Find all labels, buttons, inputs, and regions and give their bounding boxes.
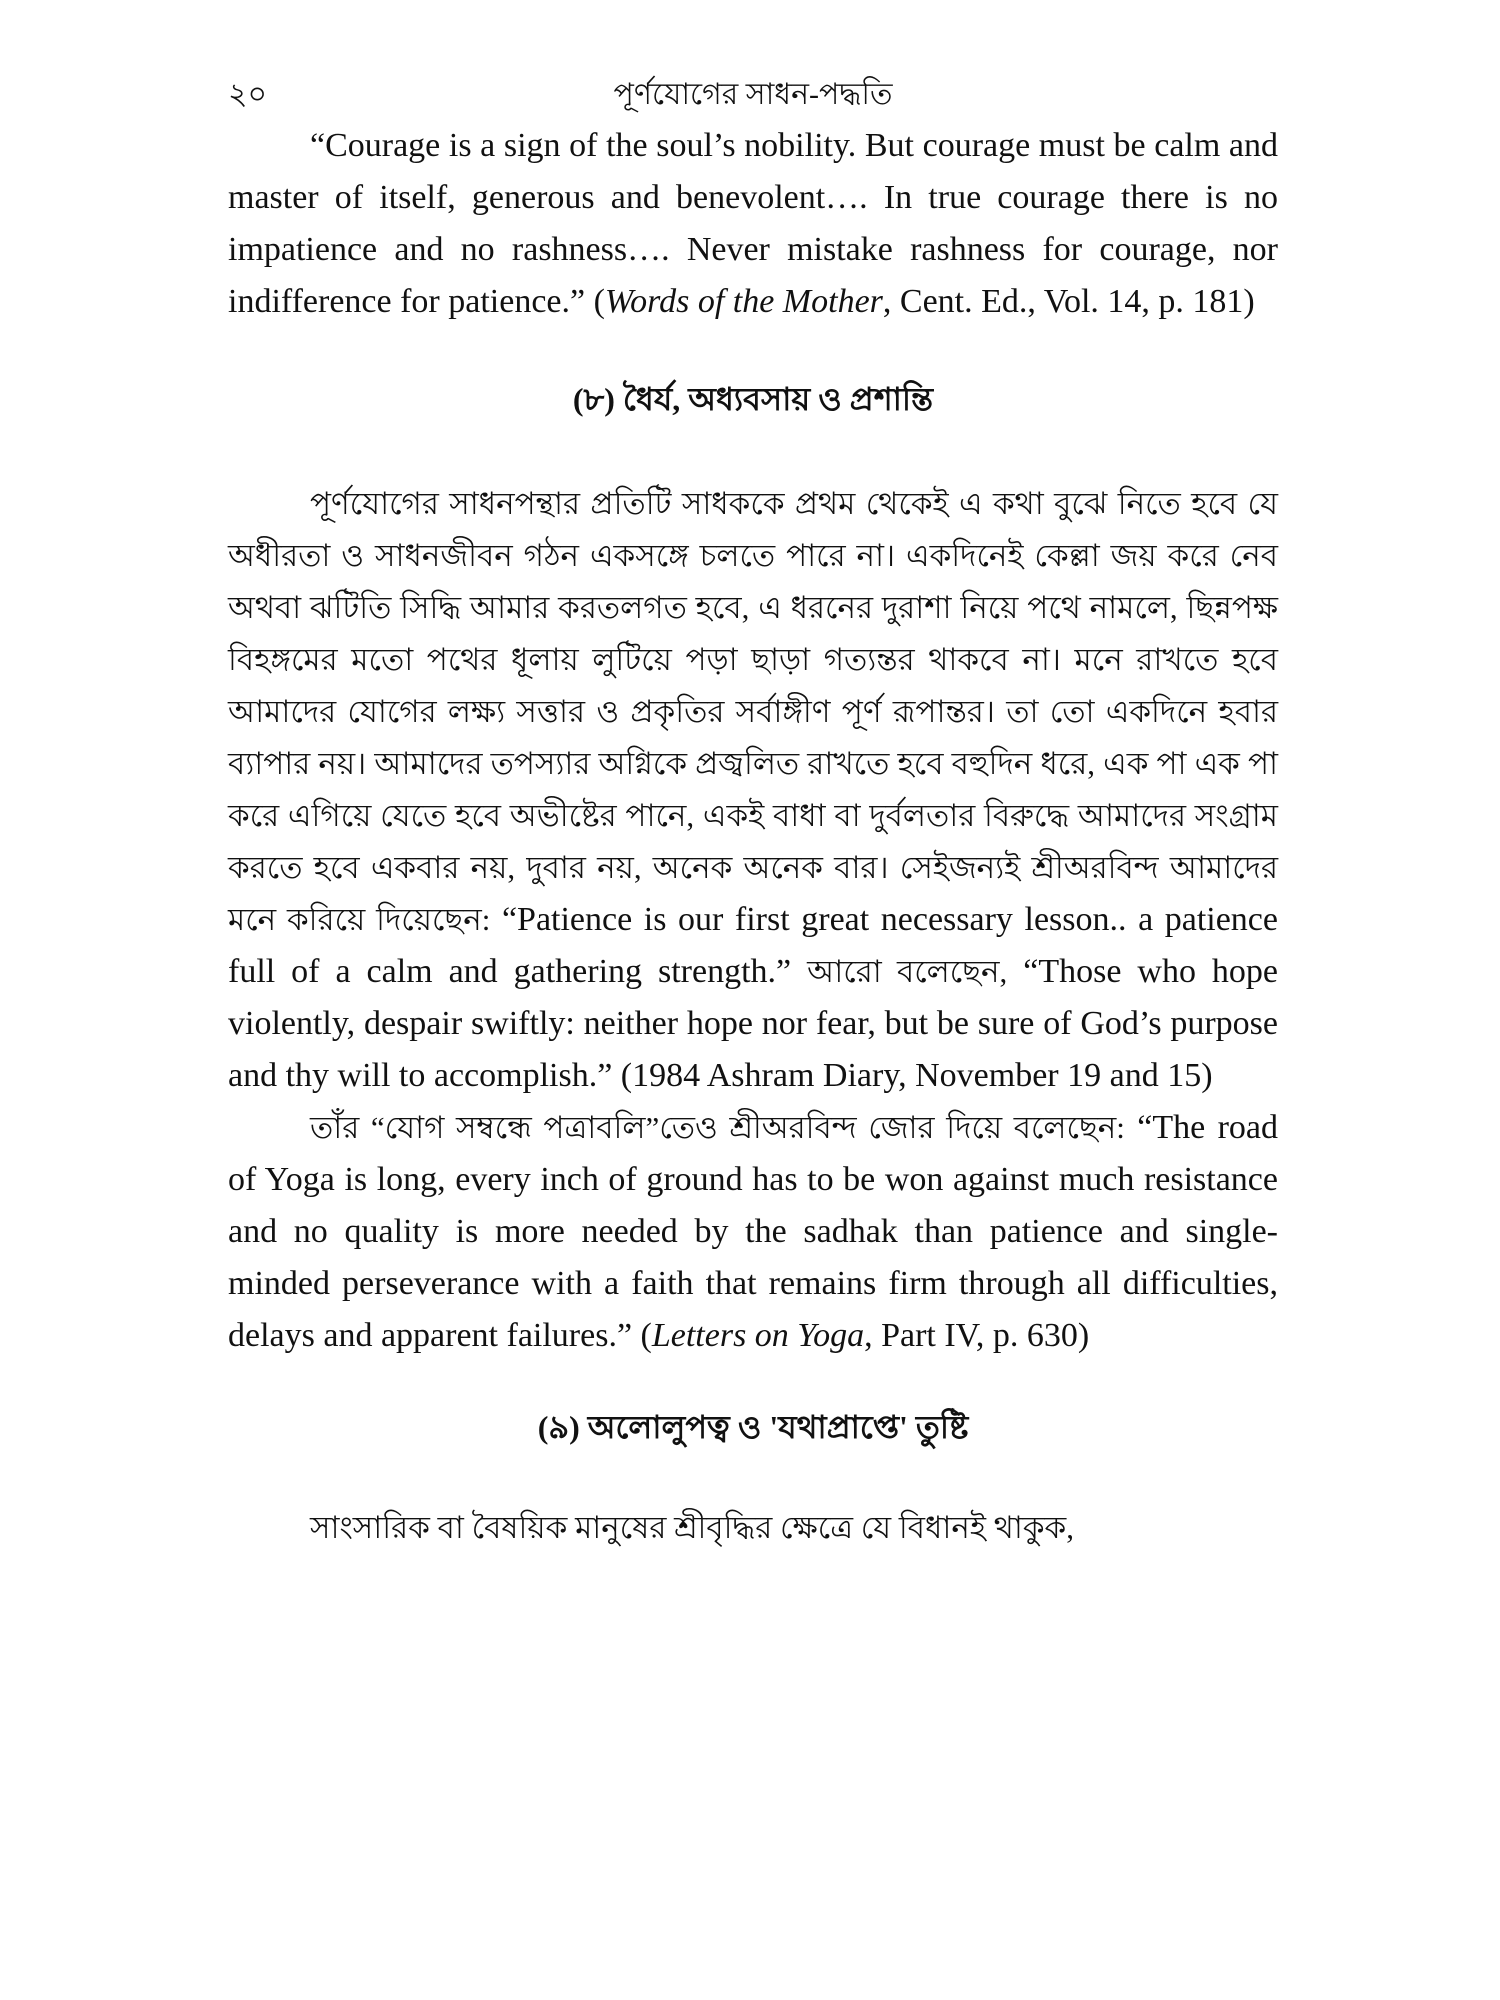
english-quote-hope: “Those who hope violently, despair swiftly: neither hope nor fear, but be sure of God’s purpose and thy will to accomplish.” (1984 Ashram Diary, November 19 and 15) [228, 953, 1279, 1094]
page-number: ২০ [228, 78, 268, 111]
bengali-text-intro: তাঁর “যোগ সম্বন্ধে পত্রাবলি”তেও শ্রীঅরবিন্দ জোর দিয়ে বলেছেন: [310, 1110, 1125, 1145]
section-8-paragraph-2 [228, 1102, 1278, 1362]
page-header [228, 60, 1278, 120]
quote-text: “Courage is a sign of the soul’s nobility. But courage must be calm and master of itself, generous and benevolent…. In true courage there is no impatience and no rashness…. Never mistake rashness for courage, nor indifference for patience.” ( [228, 127, 1278, 320]
section-heading-9: (৯) অলোলুপত্ব ও 'যথাপ্রাপ্তে' তুষ্টি [537, 1409, 969, 1445]
english-quote-yoga-road: “The road of Yoga is long, every inch of ground has to be won against much resistance and no quality is more needed by the sadhak than patience and single-minded perseverance with a faith that remains firm through all difficulties, delays and apparent failures.” ( [228, 1109, 1278, 1354]
bengali-text: সাংসারিক বা বৈষয়িক মানুষের শ্রীবৃদ্ধির ক্ষেত্রে যে বিধানই থাকুক, [310, 1510, 1074, 1545]
book-page [228, 60, 1278, 1554]
quote-source-details: , Cent. Ed., Vol. 14, p. 181) [882, 283, 1255, 320]
letters-on-yoga-citation: , Part IV, p. 630) [864, 1317, 1090, 1354]
bengali-text-connector: আরো বলেছেন, [807, 954, 1008, 989]
bengali-text: পূর্ণযোগের সাধনপন্থার প্রতিটি সাধককে প্রথম থেকেই এ কথা বুঝে নিতে হবে যে অধীরতা ও সাধনজীবন গঠন একসঙ্গে চলতে পারে না। একদিনেই কেল্লা জয় করে নেব অথবা ঝটিতি সিদ্ধি আমার করতলগত হবে, এ ধরনের দুরাশা নিয়ে পথে নামলে, ছিন্নপক্ষ বিহঙ্গমের মতো পথের ধূলায় লুটিয়ে পড়া ছাড়া গত্যন্তর থাকবে না। মনে রাখতে হবে আমাদের যোগের লক্ষ্য সত্তার ও প্রকৃতির সর্বাঙ্গীণ পূর্ণ রূপান্তর। তা তো একদিনে হবার ব্যাপার নয়। আমাদের তপস্যার অগ্নিকে প্রজ্বলিত রাখতে হবে বহুদিন ধরে, এক পা এক পা করে এগিয়ে যেতে হবে অভীষ্টের পানে, একই বাধা বা দুর্বলতার বিরুদ্ধে আমাদের সংগ্রাম করতে হবে একবার নয়, দুবার নয়, অনেক অনেক বার। সেইজন্যই শ্রীঅরবিন্দ আমাদের মনে করিয়ে দিয়েছেন: [228, 486, 1278, 937]
section-8-paragraph-1 [228, 478, 1278, 1102]
section-heading-8: (৮) ধৈর্য, অধ্যবসায় ও প্রশান্তি [572, 381, 934, 417]
english-quote-patience: “Patience is our first great necessary lesson.. a patience full of a calm and gathering strength.” [228, 901, 1278, 990]
section-9-paragraph-1 [228, 1502, 1278, 1554]
quote-paragraph-courage [228, 120, 1278, 328]
letters-on-yoga-title: Letters on Yoga [651, 1317, 865, 1354]
quote-source-title: Words of the Mother [604, 283, 883, 320]
running-title: পূর্ণযোগের সাধন-পদ্ধতি [613, 78, 893, 111]
